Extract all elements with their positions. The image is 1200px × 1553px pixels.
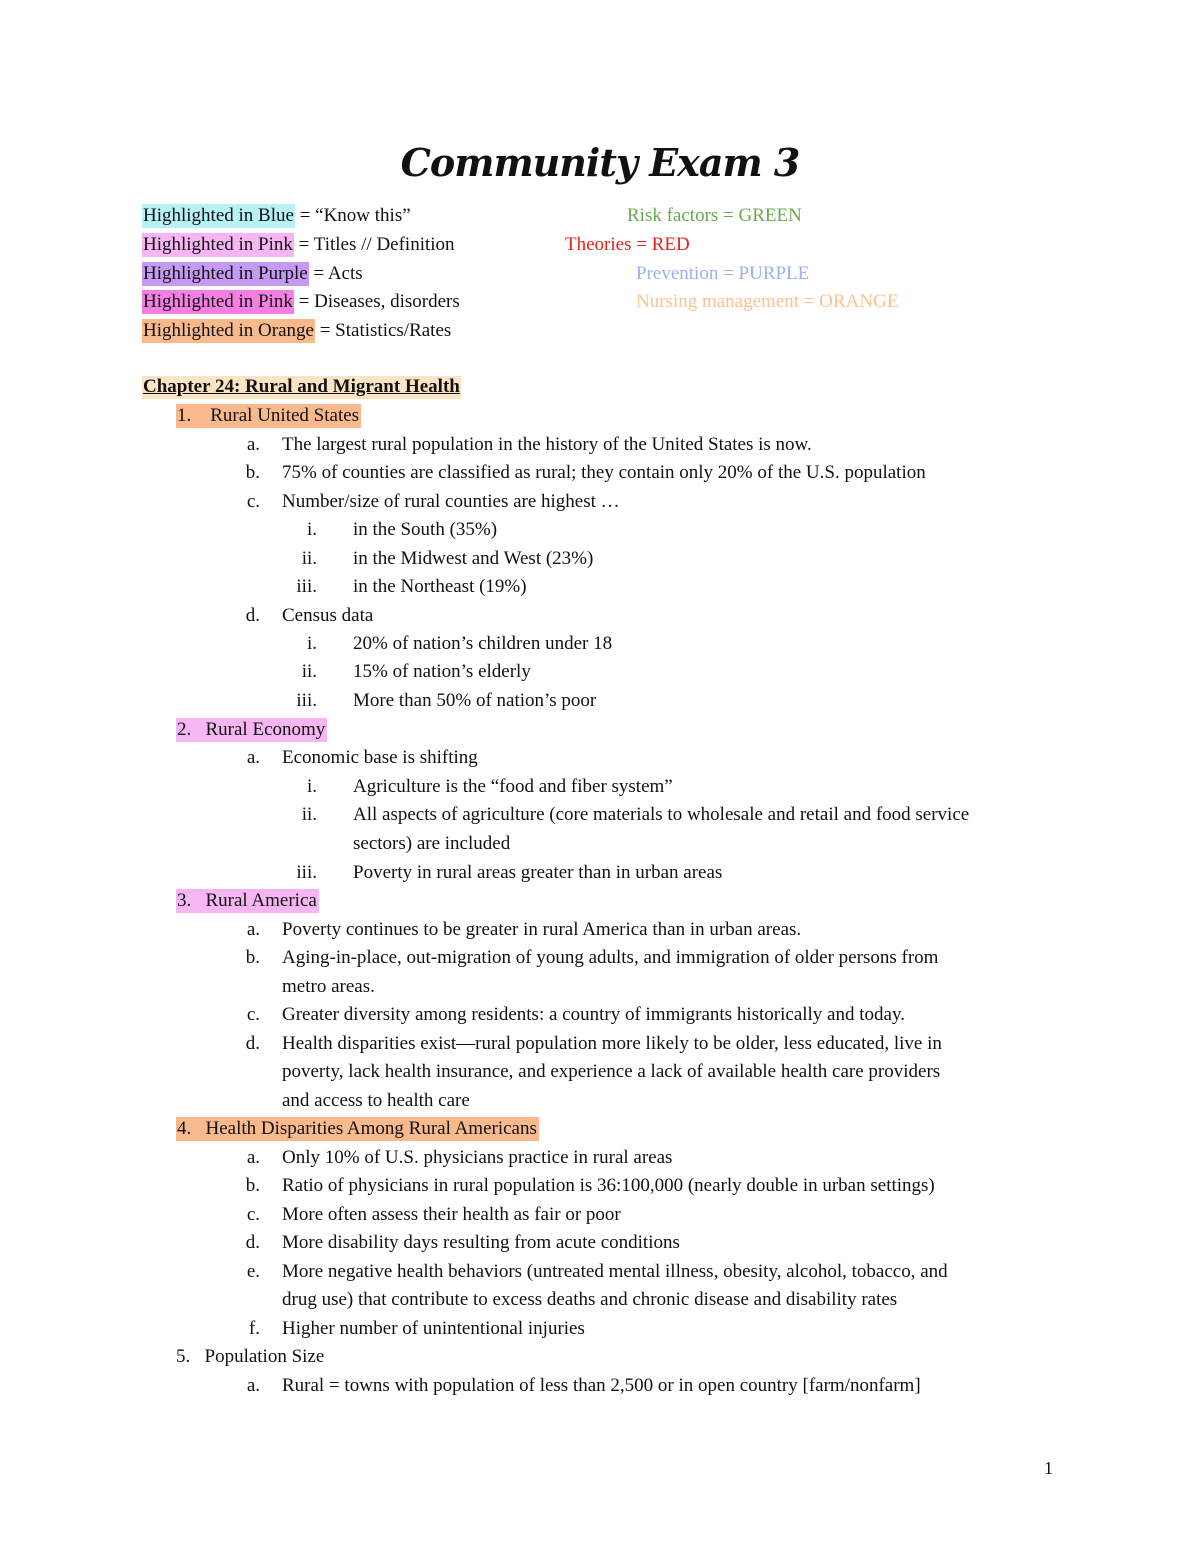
list-text: More often assess their health as fair or poor	[282, 1204, 621, 1225]
list-marker: b.	[245, 1175, 260, 1196]
list-text: The largest rural population in the history of the United States is now.	[282, 434, 812, 455]
list-marker: b.	[245, 462, 260, 483]
list-marker: c.	[246, 1204, 260, 1225]
sub-list-marker: i.	[306, 633, 317, 654]
list-text: Health disparities exist—rural population more likely to be older, less educated, live in	[282, 1033, 942, 1054]
legend-pink-titles-label: Highlighted in Pink	[143, 234, 293, 255]
list-text: Aging-in-place, out-migration of young adults, and immigration of older persons from	[282, 947, 939, 968]
section-number: 1.	[177, 405, 192, 426]
sub-list-marker: i.	[306, 519, 317, 540]
legend-pink-diseases	[142, 288, 460, 316]
list-text-continued: poverty, lack health insurance, and experience a lack of available health care providers	[282, 1061, 941, 1082]
legend-prevention: Prevention = PURPLE	[636, 263, 810, 284]
sub-list-text: 20% of nation’s children under 18	[353, 633, 613, 654]
sub-list-text: 15% of nation’s elderly	[353, 661, 531, 682]
legend-risk-factors: Risk factors = GREEN	[627, 205, 802, 226]
list-marker: d.	[245, 605, 260, 626]
section-heading	[176, 1115, 539, 1143]
list-text: Census data	[282, 605, 374, 626]
list-marker: a.	[246, 1147, 260, 1168]
list-marker: a.	[246, 434, 260, 455]
sub-list-marker: ii.	[301, 661, 317, 682]
sub-list-text: Poverty in rural areas greater than in urban areas	[353, 862, 723, 883]
section-heading	[176, 887, 319, 915]
section-title: Health Disparities Among Rural Americans	[205, 1118, 537, 1139]
legend-orange-text: = Statistics/Rates	[314, 320, 452, 341]
sub-list-text: in the Midwest and West (23%)	[353, 548, 594, 569]
list-marker: e.	[246, 1261, 260, 1282]
sub-list-text: Agriculture is the “food and fiber system”	[353, 776, 673, 797]
sub-list-marker: ii.	[301, 804, 317, 825]
section-title: Rural Economy	[205, 719, 326, 740]
list-marker: a.	[246, 747, 260, 768]
list-text: More disability days resulting from acute conditions	[282, 1232, 680, 1253]
section-heading	[176, 716, 327, 744]
section-heading	[176, 1343, 324, 1371]
sub-list-marker: ii.	[301, 548, 317, 569]
sub-list-marker: iii.	[296, 690, 317, 711]
list-marker: a.	[246, 919, 260, 940]
sub-list-text: in the Northeast (19%)	[353, 576, 527, 597]
list-text: Poverty continues to be greater in rural America than in urban areas.	[282, 919, 802, 940]
sub-list-text-continued: sectors) are included	[353, 833, 511, 854]
list-marker: d.	[245, 1033, 260, 1054]
legend-pink-titles	[142, 231, 455, 259]
legend-purple-label: Highlighted in Purple	[143, 263, 308, 284]
sub-list-marker: iii.	[296, 576, 317, 597]
section-number: 5.	[176, 1346, 191, 1367]
section-title: Population Size	[204, 1346, 325, 1367]
legend-orange	[142, 317, 451, 345]
legend-pink-diseases-label: Highlighted in Pink	[143, 291, 293, 312]
sub-list-text: All aspects of agriculture (core materials to wholesale and retail and food service	[353, 804, 970, 825]
list-text: Rural = towns with population of less than 2,500 or in open country [farm/nonfarm]	[282, 1375, 921, 1396]
list-text-continued: metro areas.	[282, 976, 375, 997]
sub-list-marker: i.	[306, 776, 317, 797]
section-number: 3.	[177, 890, 192, 911]
legend-pink-diseases-text: = Diseases, disorders	[293, 291, 460, 312]
legend-nursing-management: Nursing management = ORANGE	[636, 291, 899, 312]
list-text-continued: drug use) that contribute to excess deaths and chronic disease and disability rates	[282, 1289, 898, 1310]
section-heading	[176, 402, 576, 430]
sub-list-text: in the South (35%)	[353, 519, 498, 540]
chapter-heading	[142, 373, 461, 401]
section-title: Rural United States	[210, 405, 360, 426]
legend-purple-text: = Acts	[308, 263, 363, 284]
legend-orange-label: Highlighted in Orange	[143, 320, 314, 341]
list-text: Only 10% of U.S. physicians practice in rural areas	[282, 1147, 673, 1168]
section-title: Rural America	[205, 890, 317, 911]
page-title: Community Exam 3	[400, 140, 800, 185]
list-text: Number/size of rural counties are highest …	[282, 491, 620, 512]
legend-blue	[142, 202, 411, 230]
chapter-title: Chapter 24: Rural and Migrant Health	[143, 376, 460, 397]
list-text: Higher number of unintentional injuries	[282, 1318, 585, 1339]
sub-list-text: More than 50% of nation’s poor	[353, 690, 597, 711]
legend-blue-label: Highlighted in Blue	[143, 205, 294, 226]
list-text-continued: and access to health care	[282, 1090, 470, 1111]
list-marker: d.	[245, 1232, 260, 1253]
list-text: Greater diversity among residents: a country of immigrants historically and today.	[282, 1004, 905, 1025]
sub-list-marker: iii.	[296, 862, 317, 883]
section-number: 4.	[177, 1118, 192, 1139]
page-number: 1	[1044, 1458, 1053, 1478]
legend-purple	[142, 260, 363, 288]
legend-pink-titles-text: = Titles // Definition	[293, 234, 455, 255]
list-marker: f.	[248, 1318, 260, 1339]
list-marker: a.	[246, 1375, 260, 1396]
list-marker: c.	[246, 1004, 260, 1025]
section-number: 2.	[177, 719, 192, 740]
legend-blue-text: = “Know this”	[294, 205, 411, 226]
list-marker: b.	[245, 947, 260, 968]
list-marker: c.	[246, 491, 260, 512]
legend-theories: Theories = RED	[565, 234, 690, 255]
list-text: 75% of counties are classified as rural; they contain only 20% of the U.S. population	[282, 462, 926, 483]
list-text: More negative health behaviors (untreated mental illness, obesity, alcohol, tobacco, and	[282, 1261, 948, 1282]
list-text: Ratio of physicians in rural population is 36:100,000 (nearly double in urban settings)	[282, 1175, 935, 1196]
list-text: Economic base is shifting	[282, 747, 478, 768]
